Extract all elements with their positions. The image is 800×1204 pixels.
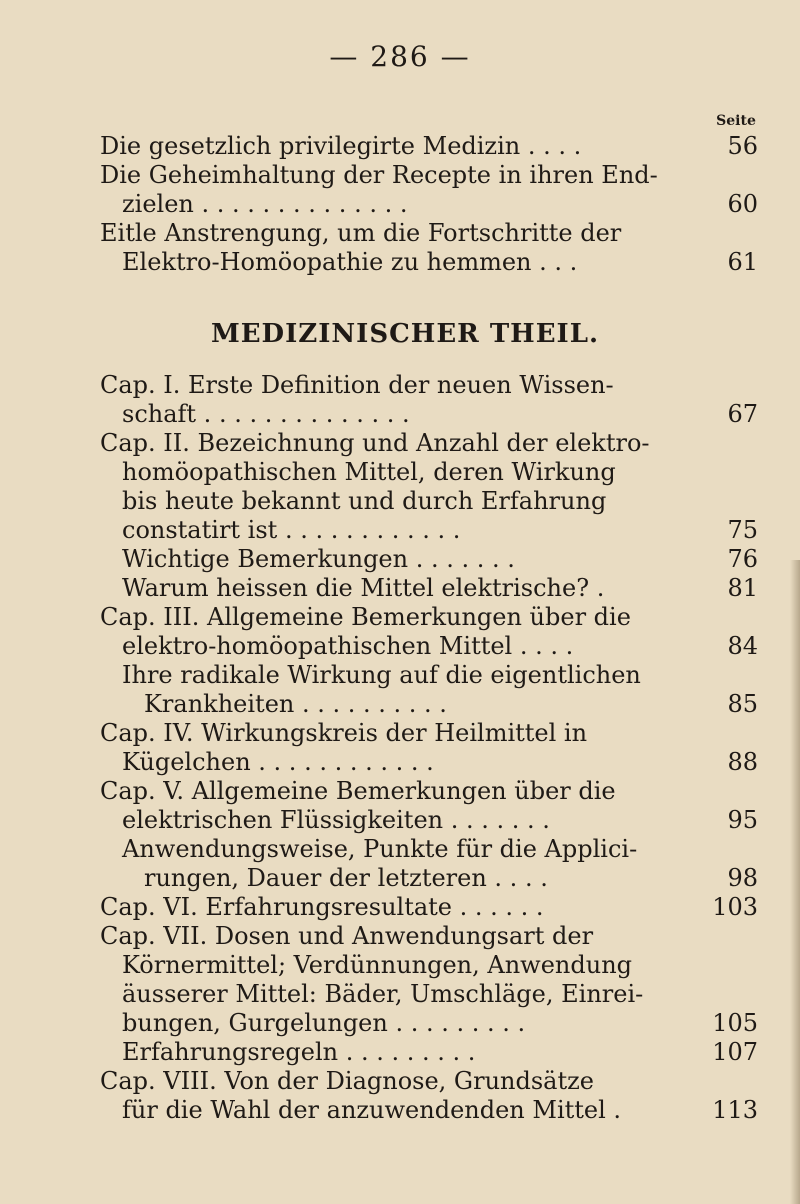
toc-entry xyxy=(100,835,770,893)
toc-entry xyxy=(100,574,770,603)
toc-line xyxy=(100,893,770,922)
toc-entry xyxy=(100,719,770,777)
toc-line xyxy=(100,1038,770,1067)
toc-page-number: 76 xyxy=(727,545,758,573)
toc-line xyxy=(100,777,770,806)
toc-page-number: 56 xyxy=(727,132,758,160)
toc-line xyxy=(100,248,770,277)
toc-line xyxy=(100,132,770,161)
table-of-contents xyxy=(100,132,770,1125)
toc-line xyxy=(100,219,770,248)
toc-line xyxy=(100,806,770,835)
toc-line-text: schaft . . . . . . . . . . . . . . xyxy=(122,400,410,428)
toc-line xyxy=(100,719,770,748)
toc-entry xyxy=(100,922,770,1038)
toc-line-text: Erfahrungsregeln . . . . . . . . . xyxy=(122,1038,476,1066)
toc-page-number: 85 xyxy=(727,690,758,718)
toc-page-number: 98 xyxy=(727,864,758,892)
toc-line xyxy=(100,864,770,893)
toc-entry xyxy=(100,1038,770,1067)
toc-line-text: Cap. VIII. Von der Diagnose, Grundsätze xyxy=(100,1067,594,1095)
toc-line xyxy=(100,429,770,458)
toc-line xyxy=(100,371,770,400)
toc-line xyxy=(100,161,770,190)
toc-line-text: Cap. V. Allgemeine Bemerkungen über die xyxy=(100,777,616,805)
toc-page-number: 84 xyxy=(727,632,758,660)
toc-line-text: Wichtige Bemerkungen . . . . . . . xyxy=(122,545,515,573)
toc-line-text: Warum heissen die Mittel elektrische? . xyxy=(122,574,605,602)
toc-page-number: 113 xyxy=(712,1096,758,1124)
toc-page-number: 81 xyxy=(727,574,758,602)
toc-line-text: Krankheiten . . . . . . . . . . xyxy=(144,690,447,718)
column-label-seite: Seite xyxy=(716,113,756,129)
toc-line xyxy=(100,661,770,690)
toc-line-text: Die gesetzlich privilegirte Medizin . . . . xyxy=(100,132,582,160)
toc-page-number: 60 xyxy=(727,190,758,218)
section-title: MEDIZINISCHER THEIL. xyxy=(210,319,600,349)
toc-page-number: 105 xyxy=(712,1009,758,1037)
toc-entry xyxy=(100,661,770,719)
toc-line-text: für die Wahl der anzuwendenden Mittel . xyxy=(122,1096,622,1124)
toc-line-text: Ihre radikale Wirkung auf die eigentlichen xyxy=(122,661,641,689)
toc-line xyxy=(100,835,770,864)
toc-page-number: 61 xyxy=(727,248,758,276)
toc-entry xyxy=(100,429,770,545)
toc-line-text: bis heute bekannt und durch Erfahrung xyxy=(122,487,607,515)
toc-line xyxy=(100,574,770,603)
toc-line-text: Eitle Anstrengung, um die Fortschritte der xyxy=(100,219,622,247)
toc-line-text: elektro-homöopathischen Mittel . . . . xyxy=(122,632,574,660)
toc-line-text: homöopathischen Mittel, deren Wirkung xyxy=(122,458,616,486)
toc-line xyxy=(100,1096,770,1125)
toc-line-text: Cap. VI. Erfahrungsresultate . . . . . . xyxy=(100,893,544,921)
toc-line-text: Körnermittel; Verdünnungen, Anwendung xyxy=(122,951,633,979)
toc-line-text: Kügelchen . . . . . . . . . . . . xyxy=(122,748,434,776)
toc-line xyxy=(100,545,770,574)
toc-page-number: 103 xyxy=(712,893,758,921)
toc-entry xyxy=(100,893,770,922)
toc-entry xyxy=(100,161,770,219)
toc-entry xyxy=(100,371,770,429)
toc-page-number: 95 xyxy=(727,806,758,834)
toc-entry xyxy=(100,603,770,661)
toc-line-text: rungen, Dauer der letzteren . . . . xyxy=(144,864,548,892)
toc-line xyxy=(100,980,770,1009)
toc-line xyxy=(100,1009,770,1038)
toc-line xyxy=(100,487,770,516)
toc-page-number: 88 xyxy=(727,748,758,776)
toc-entry xyxy=(100,545,770,574)
toc-line xyxy=(100,748,770,777)
toc-entry xyxy=(100,219,770,277)
toc-entry xyxy=(100,777,770,835)
toc-entry xyxy=(100,132,770,161)
toc-line-text: Die Geheimhaltung der Recepte in ihren End- xyxy=(100,161,658,189)
toc-page-number: 75 xyxy=(727,516,758,544)
toc-page-number: 67 xyxy=(727,400,758,428)
toc-line xyxy=(100,922,770,951)
toc-line-text: Cap. IV. Wirkungskreis der Heilmittel in xyxy=(100,719,588,747)
toc-line xyxy=(100,690,770,719)
toc-line xyxy=(100,400,770,429)
toc-line-text: Cap. III. Allgemeine Bemerkungen über die xyxy=(100,603,631,631)
toc-line xyxy=(100,458,770,487)
toc-line xyxy=(100,603,770,632)
page-edge-shadow xyxy=(790,560,800,1204)
toc-line xyxy=(100,632,770,661)
toc-line-text: Cap. II. Bezeichnung und Anzahl der elektro- xyxy=(100,429,650,457)
toc-entry xyxy=(100,1067,770,1125)
page-number-header: — 286 — xyxy=(329,40,471,73)
toc-page-number: 107 xyxy=(712,1038,758,1066)
toc-line xyxy=(100,190,770,219)
toc-line-text: bungen, Gurgelungen . . . . . . . . . xyxy=(122,1009,526,1037)
toc-line-text: Cap. VII. Dosen und Anwendungsart der xyxy=(100,922,594,950)
toc-line-text: äusserer Mittel: Bäder, Umschläge, Einrei- xyxy=(122,980,644,1008)
toc-line xyxy=(100,951,770,980)
toc-line-text: zielen . . . . . . . . . . . . . . xyxy=(122,190,408,218)
toc-line-text: Elektro-Homöopathie zu hemmen . . . xyxy=(122,248,578,276)
toc-line xyxy=(100,1067,770,1096)
toc-line-text: elektrischen Flüssigkeiten . . . . . . . xyxy=(122,806,550,834)
toc-line-text: Anwendungsweise, Punkte für die Applici- xyxy=(122,835,638,863)
toc-line-text: constatirt ist . . . . . . . . . . . . xyxy=(122,516,461,544)
toc-line-text: Cap. I. Erste Definition der neuen Wissen- xyxy=(100,371,614,399)
toc-line xyxy=(100,516,770,545)
